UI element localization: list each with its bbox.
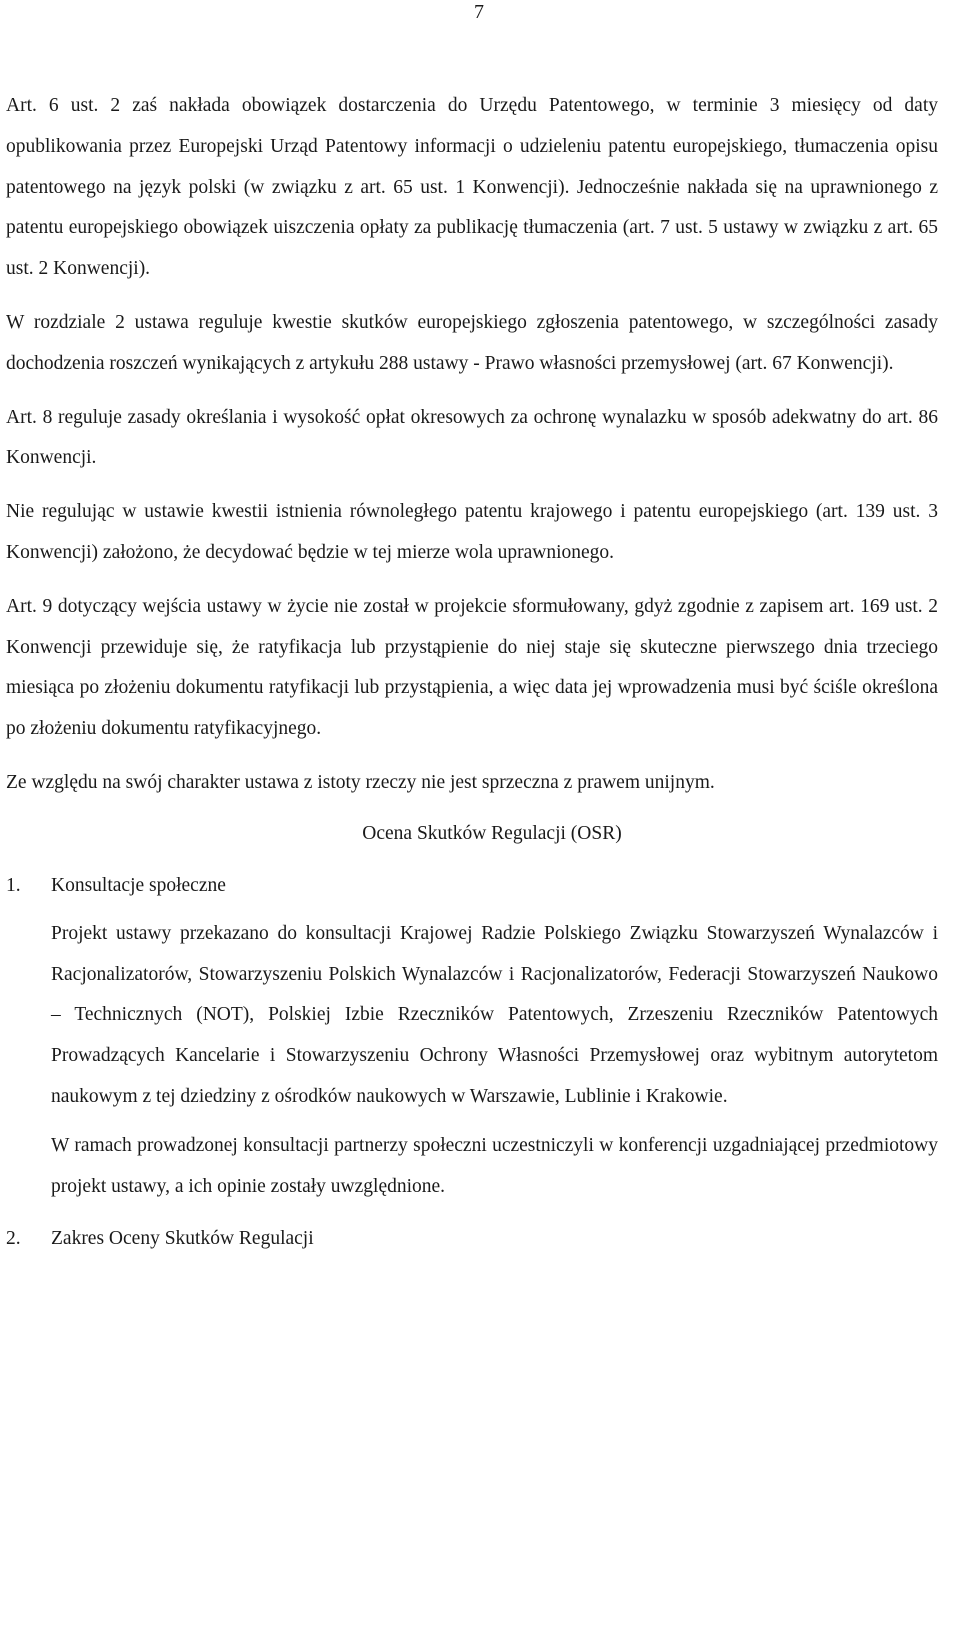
osr-heading: Ocena Skutków Regulacji (OSR)	[362, 822, 622, 844]
section-number: 2.	[6, 1228, 21, 1250]
document-body	[6, 86, 938, 1259]
page-number: 7	[474, 1, 484, 23]
section-title: Konsultacje społeczne	[51, 874, 226, 896]
paragraph-chapter-2: W rozdziale 2 ustawa reguluje kwestie skutków europejskiego zgłoszenia patentowego, w szczególności zasady dochodzenia roszczeń wynikających z artykułu 288 ustawy - Prawo własności przemysłowej (art. 67 Konwencji).	[6, 311, 938, 374]
paragraph-parallel-patent: Nie regulując w ustawie kwestii istnienia równoległego patentu krajowego i patentu europejskiego (art. 139 ust. 3 Konwencji) założono, że decydować będzie w tej mierze wola uprawnionego.	[6, 501, 938, 563]
paragraph-art-8: Art. 8 reguluje zasady określania i wysokość opłat okresowych za ochronę wynalazku w sposób adekwatny do art. 86 Konwencji.	[6, 406, 938, 469]
section-number: 1.	[6, 874, 21, 896]
section-body-consultations	[6, 914, 938, 1208]
section-heading-osr-scope	[6, 1219, 938, 1259]
paragraph-consultation-list: Projekt ustawy przekazano do konsultacji Krajowej Radzie Polskiego Związku Stowarzyszeń Wynalazców i Racjonalizatorów, Stowarzyszeniu Polskich Wynalazców i Racjonalizatorów, Federacji Stowarzyszeń Naukowo – Technicznych (NOT), Polskiej Izbie Rzeczników Patentowych, Zrzeszeniu Rzeczników Patentowych Prowadzących Kancelarie i Stowarzyszeniu Ochrony Własności Przemysłowej oraz wybitnym autorytetom naukowym z tej dziedziny z ośrodków naukowych w Warszawie, Lublinie i Krakowie.	[51, 922, 938, 1107]
paragraph-art-6: Art. 6 ust. 2 zaś nakłada obowiązek dostarczenia do Urzędu Patentowego, w terminie 3 miesięcy od daty opublikowania przez Europejski Urząd Patentowy informacji o udzieleniu patentu europejskiego, tłumaczenia opisu patentowego na język polski (w związku z art. 65 ust. 1 Konwencji). Jednocześnie nakłada się na uprawnionego z patentu europejskiego obowiązek uiszczenia opłaty za publikację tłumaczenia (art. 7 ust. 5 ustawy w związku z art. 65 ust. 2 Konwencji).	[6, 95, 938, 280]
section-title: Zakres Oceny Skutków Regulacji	[51, 1228, 314, 1250]
section-heading-consultations	[6, 866, 938, 906]
paragraph-eu-law: Ze względu na swój charakter ustawa z istoty rzeczy nie jest sprzeczna z prawem unijnym.	[6, 771, 715, 793]
paragraph-art-9: Art. 9 dotyczący wejścia ustawy w życie nie został w projekcie sformułowany, gdyż zgodnie z zapisem art. 169 ust. 2 Konwencji przewiduje się, że ratyfikacja lub przystąpienie do niej staje się skuteczne pierwszego dnia trzeciego miesiąca po złożeniu dokumentu ratyfikacji lub przystąpienia, a więc data jej wprowadzenia musi być ściśle określona po złożeniu dokumentu ratyfikacyjnego.	[6, 595, 938, 740]
paragraph-consultation-conference: W ramach prowadzonej konsultacji partnerzy społeczni uczestniczyli w konferencji uzgadniającej przedmiotowy projekt ustawy, a ich opinie zostały uwzględnione.	[51, 1134, 938, 1197]
